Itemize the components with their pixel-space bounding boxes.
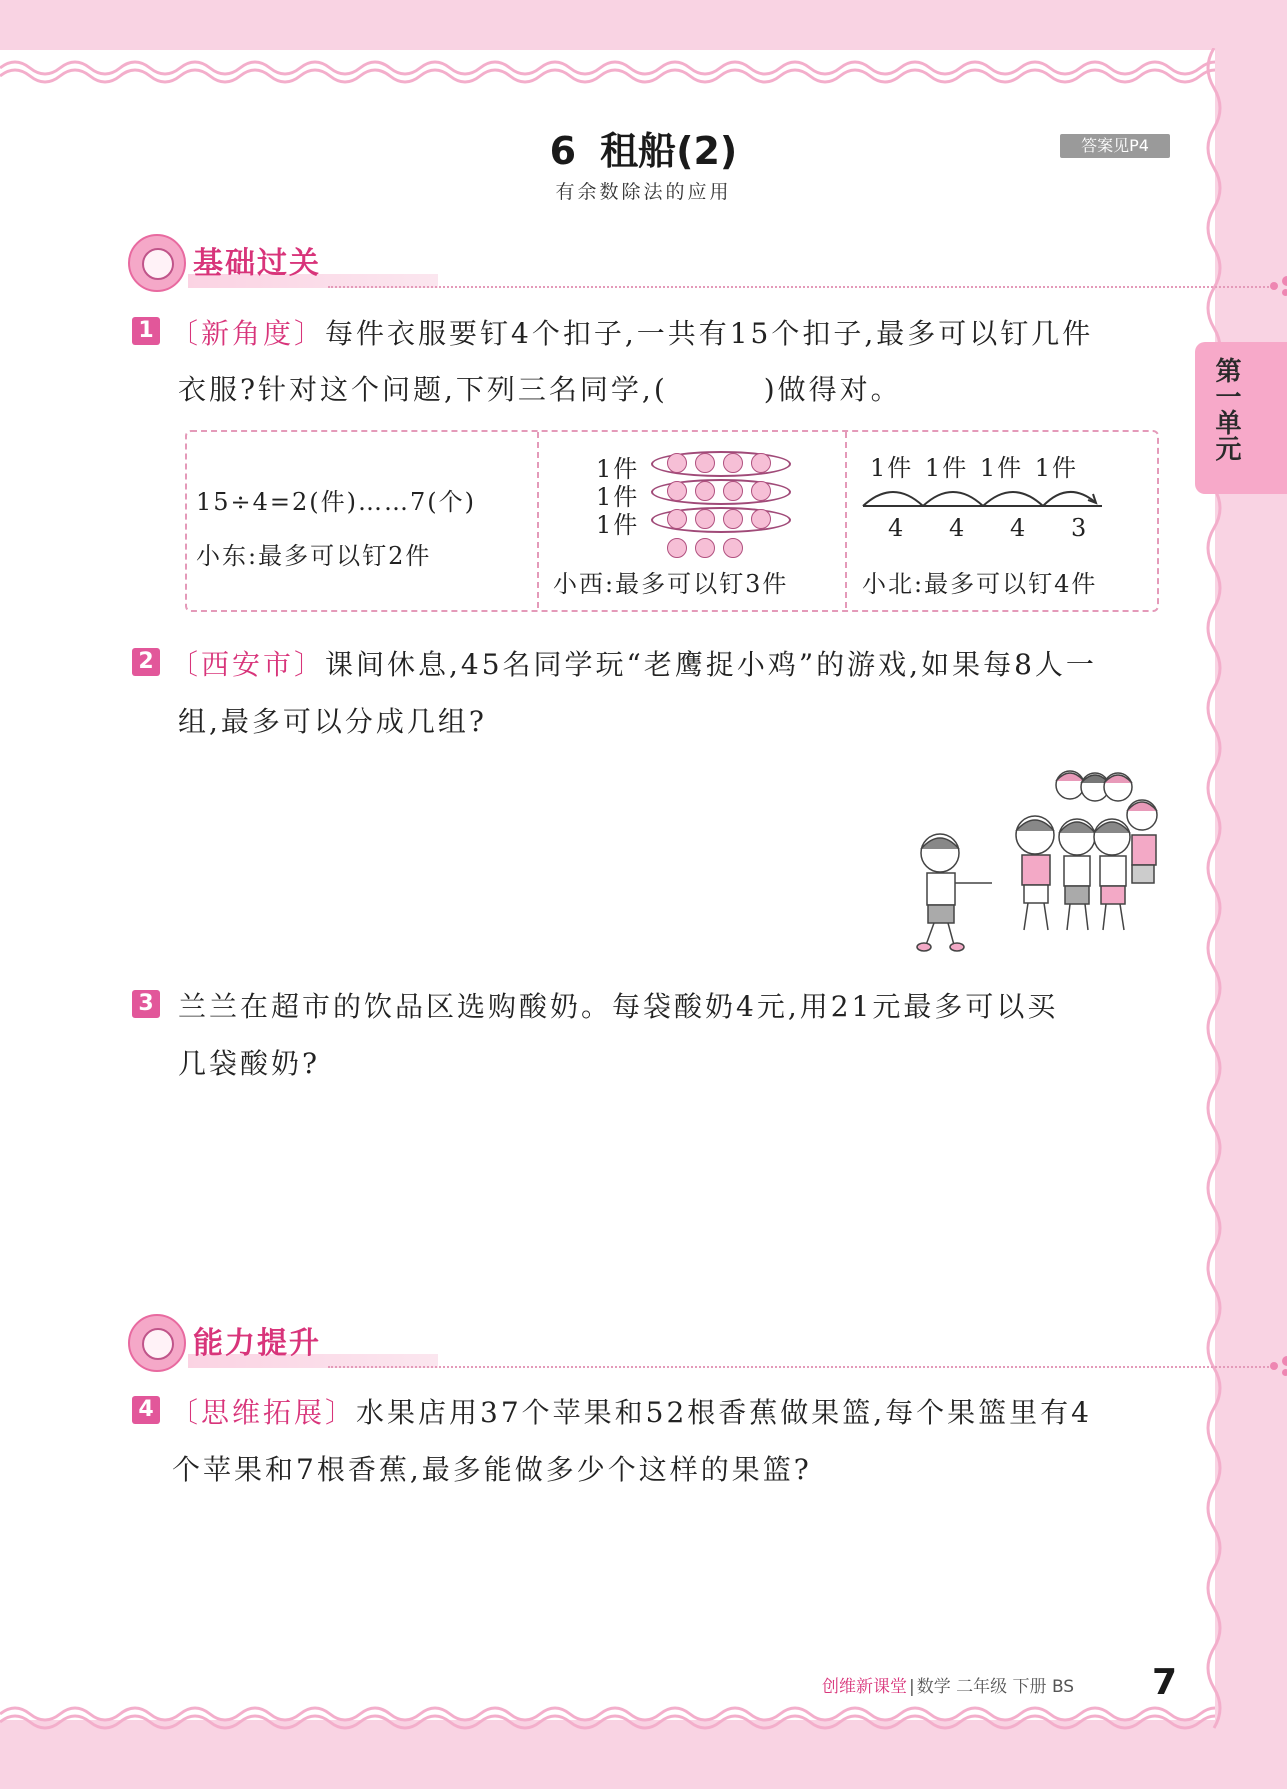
children-playing-illustration [910, 765, 1175, 955]
button-dot [667, 538, 687, 558]
section-divider [328, 1366, 1273, 1368]
xiaoxi-row-label: 1件 [596, 455, 640, 483]
button-dot [695, 509, 715, 529]
xiaobei-jump-diagram [855, 470, 1115, 515]
xiaobei-caption: 小北:最多可以钉4件 [862, 570, 1098, 598]
q1-divider-2 [845, 432, 847, 608]
question-number-2: 2 [132, 648, 160, 676]
decorative-dots-icon [1270, 276, 1287, 296]
footer-separator: | [909, 1677, 915, 1697]
lesson-title: 租船(2) [600, 129, 738, 173]
button-dot [695, 538, 715, 558]
question-1-text-after-blank: )做得对。 [763, 373, 902, 406]
footer-subject: 数学 二年级 下册 BS [916, 1677, 1075, 1697]
page-number: 7 [1152, 1662, 1178, 1703]
footer-brand: 创维新课堂 [822, 1677, 907, 1697]
section-divider [328, 286, 1273, 288]
unit-side-tab-label: 第一单元 [1211, 357, 1241, 461]
button-dot [723, 538, 743, 558]
question-2-line-2: 组,最多可以分成几组? [178, 705, 487, 738]
question-1-tag: 〔新角度〕 [170, 317, 326, 350]
xiaodong-caption: 小东:最多可以钉2件 [196, 542, 432, 570]
xiaobei-top-label: 1件 [1034, 454, 1079, 482]
mascot-icon [128, 1314, 186, 1372]
xiaobei-top-label: 1件 [979, 454, 1024, 482]
footer-book-info [822, 1672, 1074, 1697]
question-3-line-1: 兰兰在超市的饮品区选购酸奶。每袋酸奶4元,用21元最多可以买 [178, 990, 1059, 1023]
section-header-advanced [128, 1310, 1168, 1370]
button-dot [723, 509, 743, 529]
lesson-number: 6 [549, 129, 577, 173]
bottom-wave-border [0, 1700, 1215, 1740]
page-subtitle: 有余数除法的应用 [555, 181, 732, 203]
question-number-1: 1 [132, 317, 160, 345]
xiaobei-bottom-label: 3 [1071, 514, 1089, 542]
mascot-icon [128, 234, 186, 292]
question-2-text: 课间休息,45名同学玩“老鹰捉小鸡”的游戏,如果每8人一 [325, 648, 1097, 681]
button-dot [723, 453, 743, 473]
question-number-4: 4 [132, 1396, 160, 1424]
xiaobei-bottom-label: 4 [949, 514, 967, 542]
xiaobei-top-label: 1件 [870, 454, 914, 482]
button-dot [667, 453, 687, 473]
button-dot [695, 453, 715, 473]
right-wave-border [1196, 48, 1236, 1738]
question-1-text-before-blank: 衣服?针对这个问题,下列三名同学,( [178, 373, 668, 406]
question-1-text: 每件衣服要钉4个扣子,一共有15个扣子,最多可以钉几件 [325, 317, 1094, 350]
question-3-line-2: 几袋酸奶? [178, 1047, 321, 1080]
xiaoxi-caption: 小西:最多可以钉3件 [553, 570, 789, 598]
button-dot [751, 509, 771, 529]
xiaodong-equation: 15÷4=2(件)……7(个) [196, 488, 477, 516]
answer-reference-tag: 答案见P4 [1060, 134, 1170, 158]
button-dot [751, 453, 771, 473]
question-2-line-1 [170, 643, 1097, 683]
xiaoxi-row-label: 1件 [596, 511, 640, 539]
section-title-basic: 基础过关 [193, 246, 321, 281]
decorative-dots-icon [1270, 1356, 1287, 1376]
section-title-advanced: 能力提升 [193, 1326, 321, 1361]
question-number-3: 3 [132, 990, 160, 1018]
xiaobei-bottom-label: 4 [888, 514, 906, 542]
xiaobei-top-label: 1件 [924, 454, 969, 482]
button-dot [695, 481, 715, 501]
question-4-text: 水果店用37个苹果和52根香蕉做果篮,每个果篮里有4 [356, 1396, 1092, 1429]
section-header-basic [128, 230, 1168, 290]
question-1-line-2 [178, 368, 902, 408]
question-1-line-1 [170, 312, 1093, 352]
q1-divider-1 [537, 432, 539, 608]
xiaobei-bottom-label: 4 [1010, 514, 1028, 542]
button-dot [667, 481, 687, 501]
button-dot [751, 481, 771, 501]
button-dot [667, 509, 687, 529]
top-wave-border [0, 48, 1215, 88]
question-4-line-2: 个苹果和7根香蕉,最多能做多少个这样的果篮? [172, 1453, 812, 1486]
button-dot [723, 481, 743, 501]
question-2-tag: 〔西安市〕 [170, 648, 326, 681]
xiaoxi-row-label: 1件 [596, 483, 640, 511]
question-4-line-1 [170, 1391, 1092, 1431]
question-4-tag: 〔思维拓展〕 [170, 1396, 357, 1429]
